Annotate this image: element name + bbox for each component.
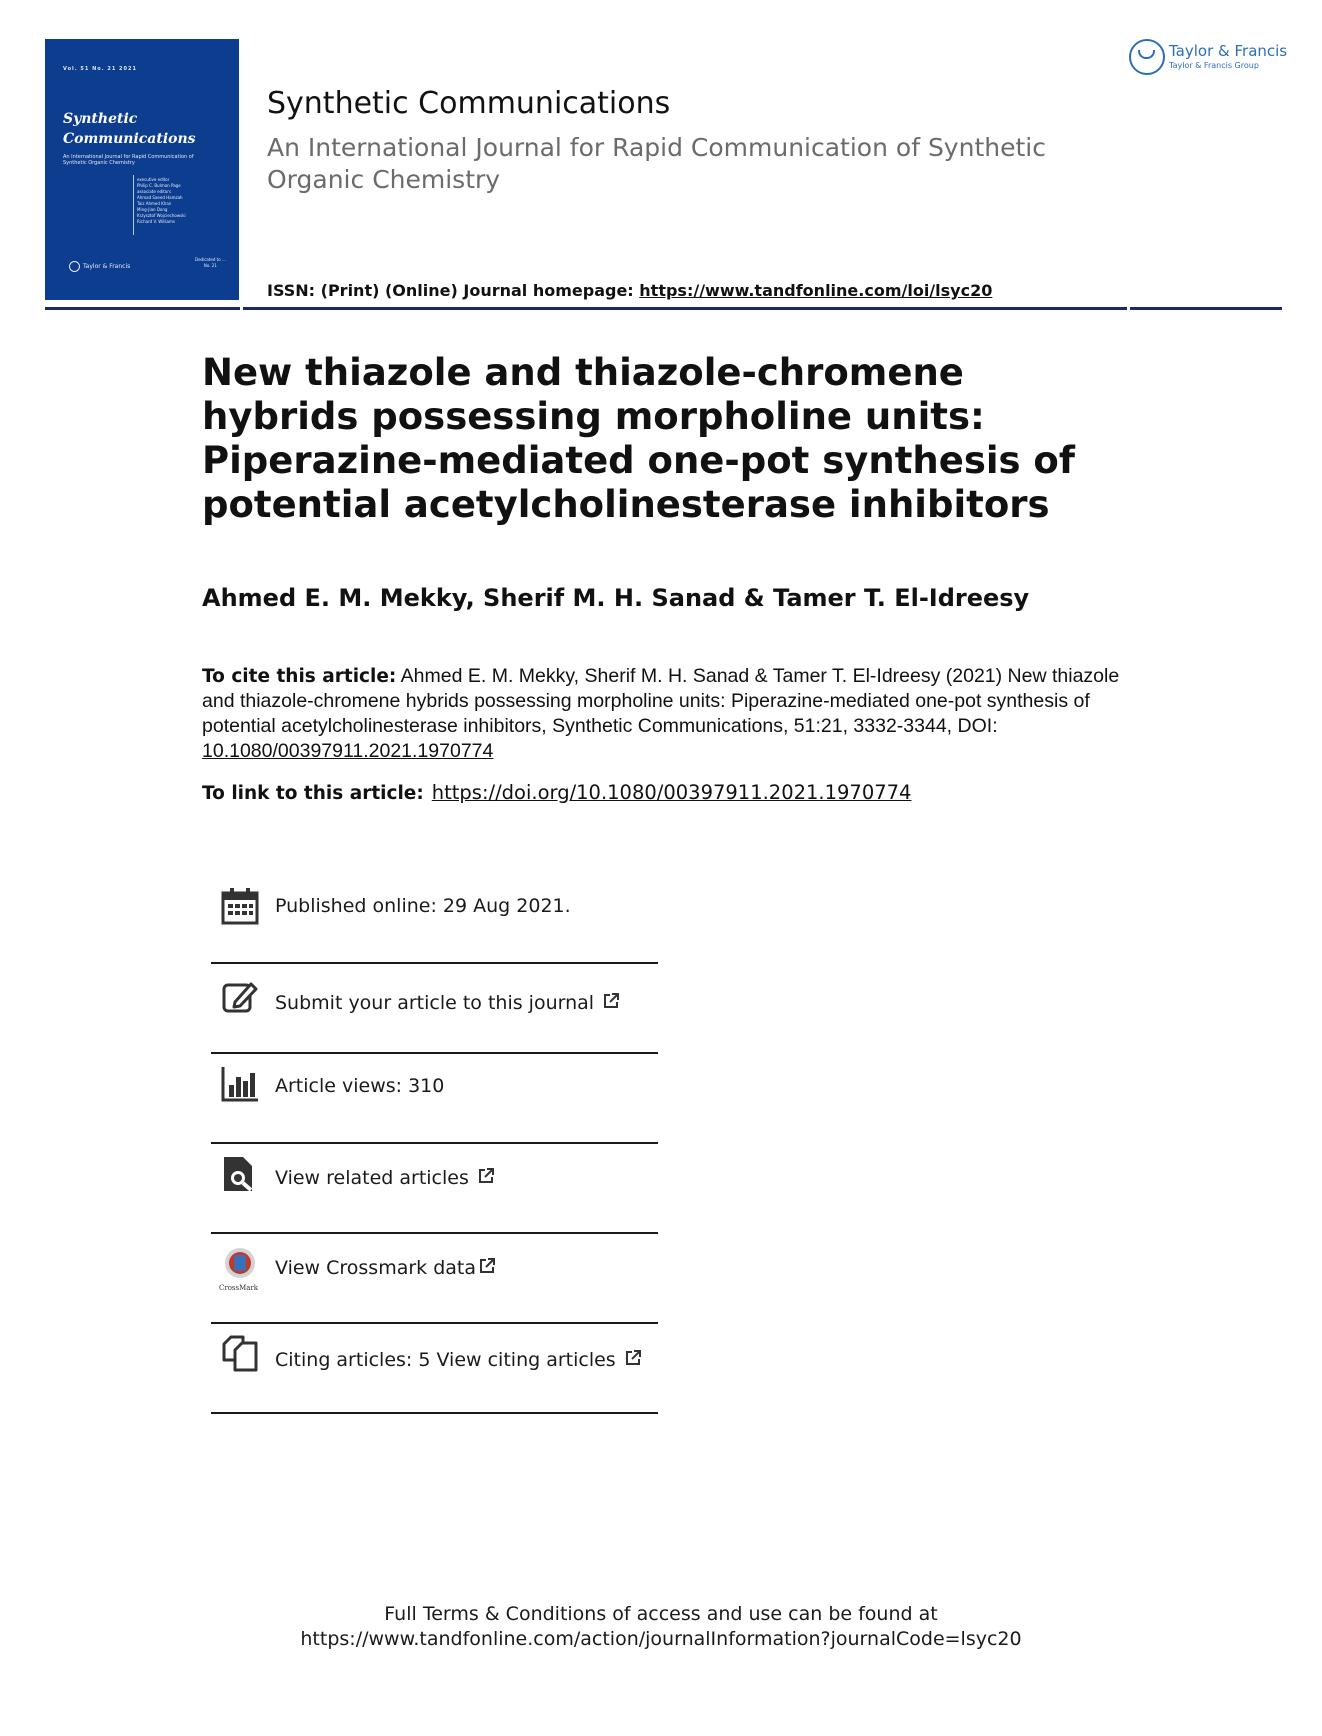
footer-terms-url[interactable]: https://www.tandfonline.com/action/journalInformation?journalCode=lsyc20 bbox=[300, 1628, 1022, 1650]
row-divider bbox=[211, 1142, 658, 1144]
row-divider bbox=[211, 962, 658, 964]
submit-row[interactable] bbox=[211, 972, 658, 1052]
issn-label: ISSN: (Print) (Online) Journal homepage: bbox=[267, 281, 640, 300]
journal-title: Synthetic Communications bbox=[267, 86, 671, 121]
citing-link[interactable] bbox=[275, 1349, 642, 1371]
cover-volume-line: Vol. 51 No. 21 2021 bbox=[63, 66, 137, 72]
article-authors: Ahmed E. M. Mekky, Sherif M. H. Sanad & Tamer T. El-Idreesy bbox=[202, 584, 1030, 612]
views-text: Article views: 310 bbox=[275, 1075, 445, 1097]
link-label: To link to this article: bbox=[202, 783, 424, 804]
crossmark-icon bbox=[219, 1246, 261, 1280]
cover-divider bbox=[133, 175, 134, 235]
cover-publisher-icon bbox=[69, 261, 80, 272]
cover-subtitle: An International Journal for Rapid Communication of Synthetic Organic Chemistry bbox=[63, 154, 194, 166]
related-row[interactable] bbox=[211, 1152, 658, 1232]
crossmark-logo bbox=[219, 1246, 261, 1292]
related-text: View related articles bbox=[275, 1167, 469, 1189]
crossmark-text: View Crossmark data bbox=[275, 1257, 477, 1279]
journal-subtitle: An International Journal for Rapid Communication of Synthetic Organic Chemistry bbox=[267, 133, 1046, 194]
cite-label: To cite this article: bbox=[202, 666, 397, 687]
published-row bbox=[211, 880, 658, 950]
cover-publisher-name: Taylor & Francis bbox=[83, 263, 131, 270]
submit-link[interactable] bbox=[275, 992, 620, 1014]
cover-editors: executive editor Philip C. Bulman Page associate editors Ahmad Saeed Hamzah Taiz Ahmed Khan Ming-Jian Dong Krzysztof Wojciechowski Richard V. Williams bbox=[137, 177, 186, 224]
cover-issue-note: Dedicated to ... No. 21 bbox=[195, 257, 226, 268]
issn-line bbox=[267, 281, 992, 300]
submit-text: Submit your article to this journal bbox=[275, 992, 595, 1014]
citing-row[interactable] bbox=[211, 1332, 658, 1412]
footer-terms-text: Full Terms & Conditions of access and use can be found at bbox=[384, 1603, 938, 1625]
article-doi-link[interactable]: https://doi.org/10.1080/00397911.2021.1970774 bbox=[431, 781, 912, 804]
publisher-name: Taylor & Francis bbox=[1169, 42, 1288, 60]
publisher-logo[interactable] bbox=[1129, 39, 1287, 79]
edit-document-icon bbox=[221, 978, 259, 1016]
journal-cover-image bbox=[45, 39, 239, 300]
external-link-icon bbox=[478, 1257, 496, 1275]
header-divider bbox=[45, 307, 1282, 310]
published-text: Published online: 29 Aug 2021. bbox=[275, 895, 571, 917]
row-divider bbox=[211, 1232, 658, 1234]
row-divider bbox=[211, 1052, 658, 1054]
external-link-icon bbox=[602, 992, 620, 1010]
footer bbox=[0, 1602, 1322, 1652]
row-divider bbox=[211, 1322, 658, 1324]
bar-chart-icon bbox=[221, 1065, 259, 1103]
copy-documents-icon bbox=[221, 1334, 259, 1372]
external-link-icon bbox=[477, 1167, 495, 1185]
cite-text: Ahmed E. M. Mekky, Sherif M. H. Sanad & Tamer T. El-Idreesy (2021) New thiazole and thiazole-chromene hybrids possessing morpholine units: Piperazine-mediated one-pot synthesis of potential acetylcholinesterase inhibitors, Synthetic Communications, 51:21, 3332-3344, DOI: bbox=[202, 665, 1120, 737]
publisher-group: Taylor & Francis Group bbox=[1169, 61, 1259, 70]
journal-homepage-link[interactable]: https://www.tandfonline.com/loi/lsyc20 bbox=[639, 281, 993, 300]
crossmark-logo-text: CrossMark bbox=[219, 1284, 259, 1292]
citing-text: Citing articles: 5 View citing articles bbox=[275, 1349, 616, 1371]
header-divider-gap bbox=[1127, 307, 1130, 310]
crossmark-row[interactable] bbox=[211, 1242, 658, 1322]
article-title: New thiazole and thiazole-chromene hybrids possessing morpholine units: Piperazine-mediated one-pot synthesis of potential acetylcholinesterase inhibitors bbox=[202, 351, 1075, 526]
citation-block bbox=[202, 664, 1142, 764]
document-search-icon bbox=[221, 1155, 259, 1193]
cover-publisher bbox=[69, 261, 130, 272]
article-link-line bbox=[202, 781, 911, 804]
cite-doi-link[interactable]: 10.1080/00397911.2021.1970774 bbox=[202, 740, 494, 762]
calendar-icon bbox=[221, 887, 259, 925]
cover-title: Synthetic Communications bbox=[63, 111, 196, 147]
header-divider-gap bbox=[240, 307, 243, 310]
row-divider bbox=[211, 1412, 658, 1414]
crossmark-link[interactable] bbox=[275, 1257, 496, 1279]
external-link-icon bbox=[624, 1349, 642, 1367]
views-row bbox=[211, 1062, 658, 1142]
related-link[interactable] bbox=[275, 1167, 495, 1189]
